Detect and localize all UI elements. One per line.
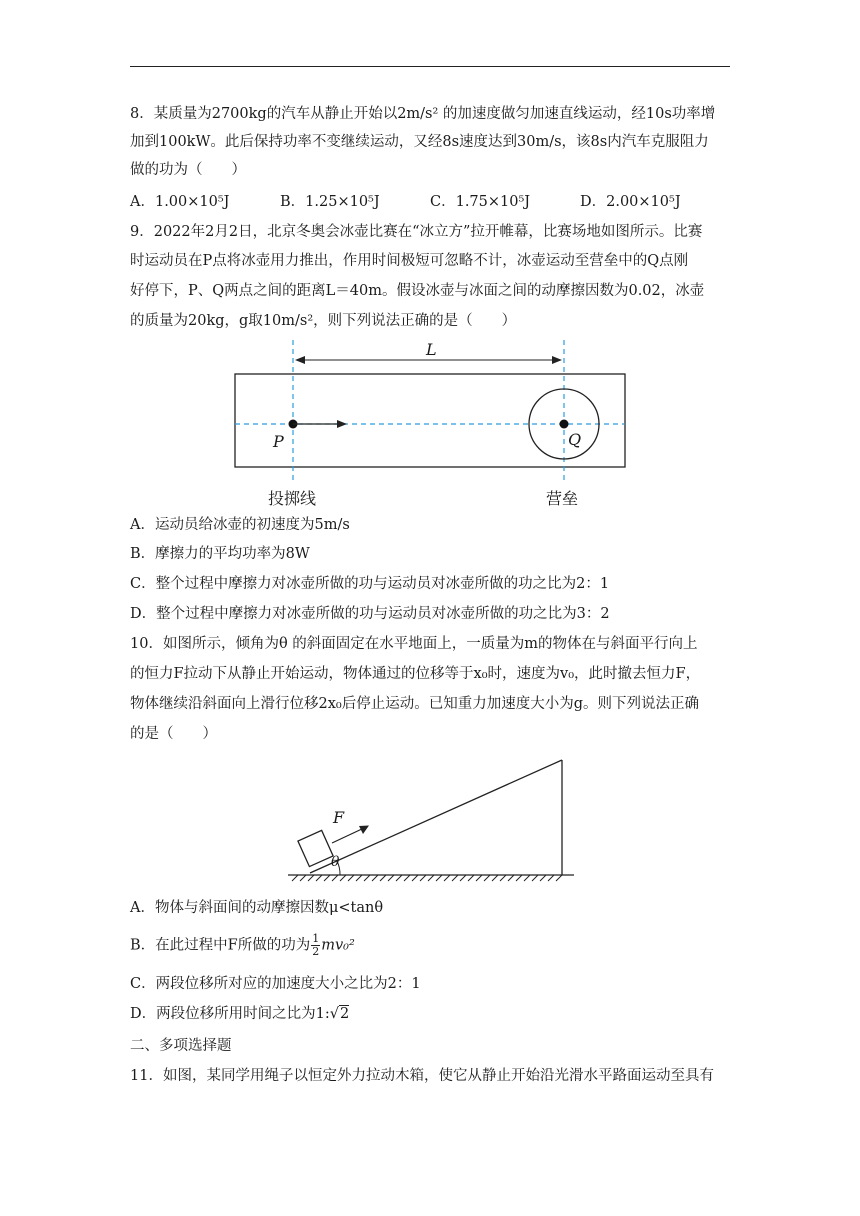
distance-arrow-left-head (295, 356, 305, 364)
q9-option-a[interactable]: A．运动员给冰壶的初速度为5m/s (130, 517, 350, 533)
point-q-dot (560, 420, 569, 429)
q9-option-d[interactable]: D．整个过程中摩擦力对冰壶所做的功与运动员对冰壶所做的功之比为3：2 (130, 606, 610, 622)
q10-text-line4: 的是（ ） (130, 726, 217, 742)
q8-option-d[interactable]: D．2.00×10⁵J (580, 194, 681, 210)
q9-text-line2: 时运动员在P点将冰壶用力推出，作用时间极短可忽略不计，冰壶运动至营垒中的Q点刚 (130, 253, 689, 269)
force-arrow (332, 828, 364, 843)
section-title-multiple-choice: 二、多项选择题 (130, 1038, 232, 1054)
fraction-denominator: 2 (312, 945, 320, 958)
q8-text-line3: 做的功为（ ） (130, 162, 246, 178)
label-theta: θ (331, 854, 340, 870)
header-rule (130, 66, 730, 67)
q10-option-b-suffix: mv₀² (321, 937, 355, 954)
label-f: F (333, 808, 345, 827)
q9-option-c[interactable]: C．整个过程中摩擦力对冰壶所做的功与运动员对冰壶所做的功之比为2：1 (130, 576, 610, 592)
q10-text-line3: 物体继续沿斜面向上滑行位移2x₀后停止运动。已知重力加速度大小为g。则下列说法正确 (130, 696, 699, 712)
distance-arrow-right-head (552, 356, 562, 364)
ground-hatch (292, 875, 562, 881)
q10-option-d-prefix: D．两段位移所用时间之比为1: (130, 1006, 330, 1022)
q8-text-line2: 加到100kW。此后保持功率不变继续运动，又经8s速度达到30m/s，该8s内汽车克服阻力 (130, 134, 709, 150)
caption-throw-line: 投掷线 (268, 489, 317, 508)
label-l: L (426, 340, 437, 359)
q8-options (130, 191, 730, 213)
q10-option-c[interactable]: C．两段位移所对应的加速度大小之比为2：1 (130, 976, 421, 992)
q10-option-b-prefix: B．在此过程中F所做的功为 (130, 937, 311, 954)
sqrt-radicand: 2 (340, 1006, 350, 1022)
incline-diagram (282, 755, 582, 885)
q10-option-b[interactable] (130, 933, 730, 958)
sqrt-sign: √ (329, 1006, 339, 1022)
q10-text-line2: 的恒力F拉动下从静止开始运动，物体通过的位移等于x₀时，速度为v₀，此时撤去恒力F， (130, 666, 701, 682)
fraction-one-half (311, 933, 320, 958)
q8-option-b[interactable]: B．1.25×10⁵J (280, 194, 380, 210)
label-q: Q (568, 430, 582, 449)
q11-text-line1: 11．如图，某同学用绳子以恒定外力拉动木箱，使它从静止开始沿光滑水平路面运动至具有 (130, 1068, 714, 1084)
q9-text-line1: 9．2022年2月2日，北京冬奥会冰壶比赛在“冰立方”拉开帷幕，比赛场地如图所示。比赛 (130, 224, 703, 240)
q10-option-d[interactable] (130, 1003, 730, 1025)
q10-text-line1: 10．如图所示，倾角为θ 的斜面固定在水平地面上，一质量为m的物体在与斜面平行向上 (130, 636, 698, 652)
velocity-arrow-head (337, 420, 347, 428)
q10-option-a[interactable]: A．物体与斜面间的动摩擦因数μ<tanθ (130, 900, 384, 916)
fraction-numerator: 1 (312, 932, 320, 945)
q9-text-line4: 的质量为20kg，g取10m/s²，则下列说法正确的是（ ） (130, 313, 517, 329)
q9-text-line3: 好停下，P、Q两点之间的距离L＝40m。假设冰壶与冰面之间的动摩擦因数为0.02，冰壶 (130, 283, 705, 299)
q8-text-line1: 8．某质量为2700kg的汽车从静止开始以2m/s² 的加速度做匀加速直线运动，经10s功率增 (130, 106, 716, 122)
curling-diagram (225, 340, 635, 480)
q8-option-a[interactable]: A．1.00×10⁵J (130, 194, 230, 210)
slope-line (310, 760, 562, 873)
q9-option-b[interactable]: B．摩擦力的平均功率为8W (130, 546, 310, 562)
label-p: P (273, 432, 284, 451)
caption-house: 营垒 (546, 489, 579, 508)
q8-option-c[interactable]: C．1.75×10⁵J (430, 194, 531, 210)
block (298, 830, 333, 866)
